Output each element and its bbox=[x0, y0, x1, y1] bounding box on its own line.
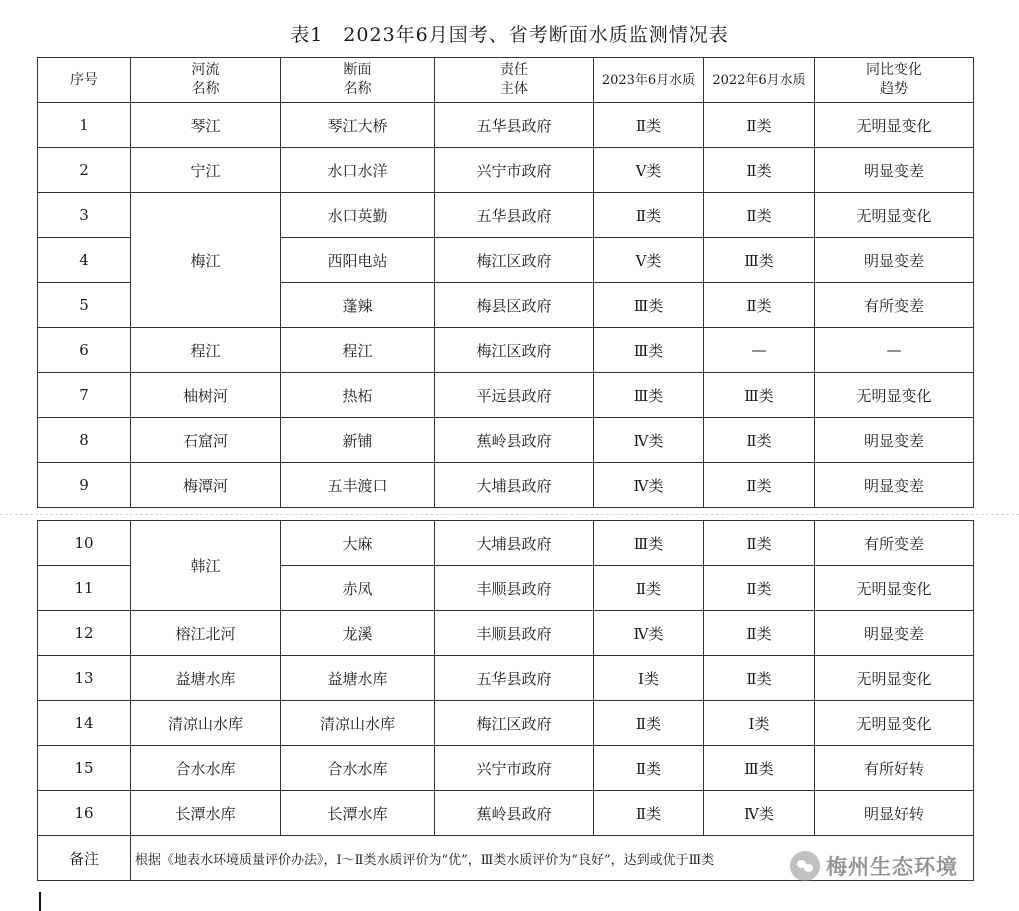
cell-section: 水口英勤 bbox=[281, 193, 435, 238]
header-section: 断面 名称 bbox=[281, 58, 435, 103]
cell-responsible: 梅江区政府 bbox=[435, 701, 594, 746]
cell-index: 3 bbox=[38, 193, 131, 238]
text-cursor bbox=[39, 892, 41, 911]
cell-section: 益塘水库 bbox=[281, 656, 435, 701]
table-row bbox=[38, 373, 974, 418]
cell-river: 程江 bbox=[131, 328, 281, 373]
cell-quality-2022: Ⅱ类 bbox=[704, 463, 815, 508]
cell-quality-2023: Ⅲ类 bbox=[594, 328, 704, 373]
cell-river: 韩江 bbox=[131, 521, 281, 611]
cell-responsible: 五华县政府 bbox=[435, 656, 594, 701]
table-row bbox=[38, 746, 974, 791]
cell-river: 榕江北河 bbox=[131, 611, 281, 656]
header-responsible: 责任 主体 bbox=[435, 58, 594, 103]
cell-trend: 无明显变化 bbox=[815, 103, 974, 148]
cell-quality-2023: Ⅴ类 bbox=[594, 148, 704, 193]
cell-index: 7 bbox=[38, 373, 131, 418]
table-row bbox=[38, 418, 974, 463]
cell-quality-2022: Ⅱ类 bbox=[704, 656, 815, 701]
header-quality-2023: 2023年6月水质 bbox=[594, 58, 704, 103]
header-row bbox=[38, 58, 974, 103]
table-row bbox=[38, 463, 974, 508]
cell-section: 赤凤 bbox=[281, 566, 435, 611]
header-index: 序号 bbox=[38, 58, 131, 103]
table-row bbox=[38, 656, 974, 701]
cell-responsible: 梅县区政府 bbox=[435, 283, 594, 328]
cell-quality-2022: Ⅱ类 bbox=[704, 566, 815, 611]
cell-trend: 无明显变化 bbox=[815, 656, 974, 701]
table-row bbox=[38, 193, 974, 238]
cell-section: 清凉山水库 bbox=[281, 701, 435, 746]
cell-responsible: 丰顺县政府 bbox=[435, 566, 594, 611]
cell-index: 9 bbox=[38, 463, 131, 508]
cell-index: 10 bbox=[38, 521, 131, 566]
cell-quality-2023: Ⅱ类 bbox=[594, 566, 704, 611]
table-row bbox=[38, 148, 974, 193]
table-row bbox=[38, 701, 974, 746]
cell-river: 宁江 bbox=[131, 148, 281, 193]
table-row bbox=[38, 328, 974, 373]
cell-quality-2023: Ⅱ类 bbox=[594, 746, 704, 791]
header-quality-2022: 2022年6月水质 bbox=[704, 58, 815, 103]
header-trend: 同比变化 趋势 bbox=[815, 58, 974, 103]
cell-quality-2022: Ⅳ类 bbox=[704, 791, 815, 836]
cell-quality-2023: Ⅱ类 bbox=[594, 701, 704, 746]
cell-responsible: 五华县政府 bbox=[435, 103, 594, 148]
cell-section: 蓬辣 bbox=[281, 283, 435, 328]
cell-responsible: 五华县政府 bbox=[435, 193, 594, 238]
cell-quality-2023: Ⅲ类 bbox=[594, 521, 704, 566]
cell-quality-2023: Ⅲ类 bbox=[594, 283, 704, 328]
table-row bbox=[38, 521, 974, 566]
cell-quality-2022: — bbox=[704, 328, 815, 373]
cell-quality-2023: Ⅳ类 bbox=[594, 611, 704, 656]
cell-trend: 无明显变化 bbox=[815, 373, 974, 418]
cell-quality-2022: Ⅱ类 bbox=[704, 148, 815, 193]
cell-river: 石窟河 bbox=[131, 418, 281, 463]
cell-index: 16 bbox=[38, 791, 131, 836]
cell-section: 程江 bbox=[281, 328, 435, 373]
cell-trend: 无明显变化 bbox=[815, 566, 974, 611]
cell-quality-2023: Ⅳ类 bbox=[594, 418, 704, 463]
cell-quality-2022: Ⅰ类 bbox=[704, 701, 815, 746]
cell-index: 1 bbox=[38, 103, 131, 148]
cell-responsible: 丰顺县政府 bbox=[435, 611, 594, 656]
cell-index: 13 bbox=[38, 656, 131, 701]
table-title: 表1 2023年6月国考、省考断面水质监测情况表 bbox=[290, 24, 729, 46]
cell-index: 2 bbox=[38, 148, 131, 193]
cell-river: 琴江 bbox=[131, 103, 281, 148]
cell-quality-2022: Ⅱ类 bbox=[704, 521, 815, 566]
cell-quality-2022: Ⅲ类 bbox=[704, 238, 815, 283]
cell-responsible: 兴宁市政府 bbox=[435, 148, 594, 193]
header-river: 河流 名称 bbox=[131, 58, 281, 103]
page-break-separator bbox=[0, 514, 1019, 515]
cell-index: 4 bbox=[38, 238, 131, 283]
cell-index: 12 bbox=[38, 611, 131, 656]
cell-responsible: 蕉岭县政府 bbox=[435, 791, 594, 836]
cell-index: 5 bbox=[38, 283, 131, 328]
cell-responsible: 大埔县政府 bbox=[435, 463, 594, 508]
cell-index: 11 bbox=[38, 566, 131, 611]
cell-index: 6 bbox=[38, 328, 131, 373]
cell-trend: 明显好转 bbox=[815, 791, 974, 836]
cell-quality-2023: Ⅲ类 bbox=[594, 373, 704, 418]
cell-section: 合水水库 bbox=[281, 746, 435, 791]
note-row bbox=[38, 836, 974, 881]
cell-responsible: 大埔县政府 bbox=[435, 521, 594, 566]
cell-trend: 明显变差 bbox=[815, 238, 974, 283]
cell-trend: 有所变差 bbox=[815, 283, 974, 328]
cell-quality-2022: Ⅱ类 bbox=[704, 193, 815, 238]
cell-trend: 明显变差 bbox=[815, 148, 974, 193]
cell-section: 水口水洋 bbox=[281, 148, 435, 193]
cell-trend: 明显变差 bbox=[815, 463, 974, 508]
cell-trend: 明显变差 bbox=[815, 418, 974, 463]
cell-quality-2023: Ⅱ类 bbox=[594, 103, 704, 148]
cell-section: 新铺 bbox=[281, 418, 435, 463]
cell-trend: 明显变差 bbox=[815, 611, 974, 656]
cell-quality-2023: Ⅳ类 bbox=[594, 463, 704, 508]
cell-river: 柚树河 bbox=[131, 373, 281, 418]
cell-section: 五丰渡口 bbox=[281, 463, 435, 508]
cell-river: 长潭水库 bbox=[131, 791, 281, 836]
cell-index: 15 bbox=[38, 746, 131, 791]
cell-trend: 有所好转 bbox=[815, 746, 974, 791]
note-label: 备注 bbox=[38, 836, 131, 881]
cell-quality-2023: Ⅰ类 bbox=[594, 656, 704, 701]
cell-index: 14 bbox=[38, 701, 131, 746]
cell-section: 长潭水库 bbox=[281, 791, 435, 836]
cell-quality-2023: Ⅱ类 bbox=[594, 791, 704, 836]
table-row bbox=[38, 103, 974, 148]
cell-section: 西阳电站 bbox=[281, 238, 435, 283]
cell-river: 清凉山水库 bbox=[131, 701, 281, 746]
cell-quality-2022: Ⅱ类 bbox=[704, 418, 815, 463]
table-row bbox=[38, 611, 974, 656]
cell-trend: 无明显变化 bbox=[815, 193, 974, 238]
cell-river: 合水水库 bbox=[131, 746, 281, 791]
cell-section: 琴江大桥 bbox=[281, 103, 435, 148]
cell-river: 梅江 bbox=[131, 193, 281, 328]
water-quality-table-part1 bbox=[37, 57, 974, 508]
cell-river: 益塘水库 bbox=[131, 656, 281, 701]
cell-index: 8 bbox=[38, 418, 131, 463]
cell-responsible: 平远县政府 bbox=[435, 373, 594, 418]
cell-quality-2023: Ⅴ类 bbox=[594, 238, 704, 283]
table-row bbox=[38, 791, 974, 836]
cell-responsible: 蕉岭县政府 bbox=[435, 418, 594, 463]
cell-trend: 有所变差 bbox=[815, 521, 974, 566]
note-text: 根据《地表水环境质量评价办法》，Ⅰ～Ⅱ类水质评价为“优”，Ⅲ类水质评价为“良好”，达到或优于Ⅲ类 bbox=[131, 836, 974, 881]
watermark-text: 梅州生态环境 bbox=[826, 855, 958, 879]
cell-responsible: 梅江区政府 bbox=[435, 238, 594, 283]
cell-quality-2023: Ⅱ类 bbox=[594, 193, 704, 238]
cell-section: 热柘 bbox=[281, 373, 435, 418]
cell-river: 梅潭河 bbox=[131, 463, 281, 508]
water-quality-table-part2 bbox=[37, 520, 974, 881]
cell-trend: — bbox=[815, 328, 974, 373]
cell-quality-2022: Ⅱ类 bbox=[704, 611, 815, 656]
cell-quality-2022: Ⅱ类 bbox=[704, 283, 815, 328]
cell-section: 龙溪 bbox=[281, 611, 435, 656]
cell-section: 大麻 bbox=[281, 521, 435, 566]
cell-quality-2022: Ⅱ类 bbox=[704, 103, 815, 148]
cell-responsible: 兴宁市政府 bbox=[435, 746, 594, 791]
cell-trend: 无明显变化 bbox=[815, 701, 974, 746]
cell-responsible: 梅江区政府 bbox=[435, 328, 594, 373]
cell-quality-2022: Ⅲ类 bbox=[704, 373, 815, 418]
cell-quality-2022: Ⅲ类 bbox=[704, 746, 815, 791]
